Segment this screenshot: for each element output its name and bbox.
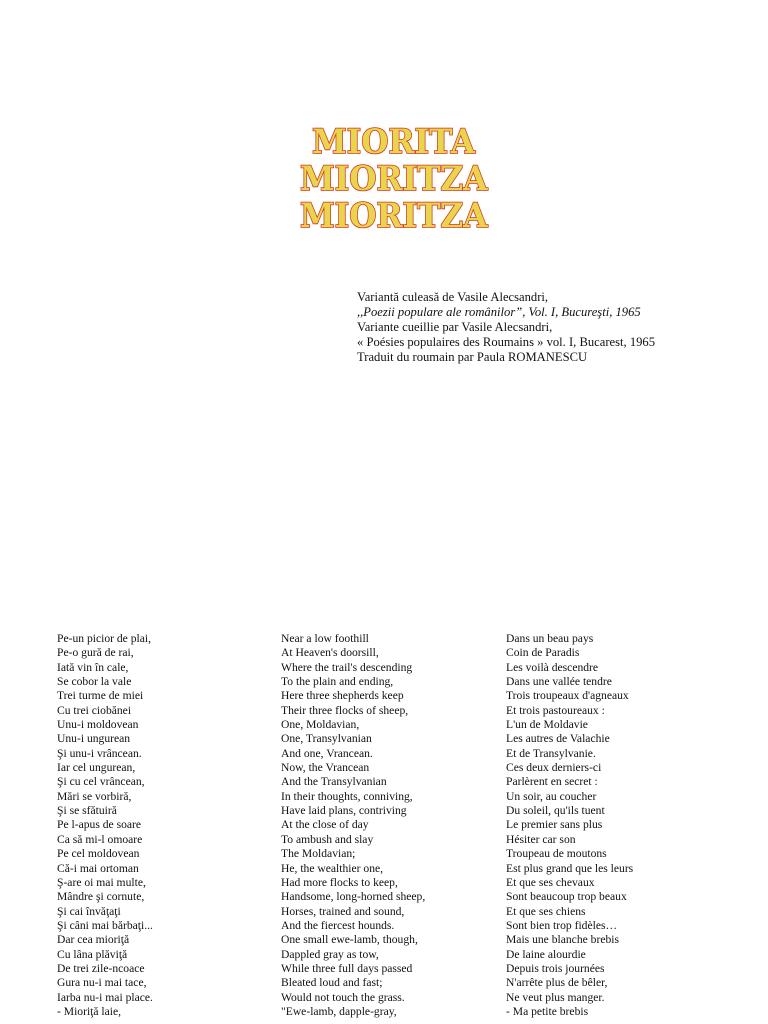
poem-line: Un soir, au coucher <box>506 789 597 803</box>
poem-line: Gura nu-i mai tace, <box>57 976 147 990</box>
poem-line: L'un de Moldavie <box>506 718 588 732</box>
poem-line: And the fiercest hounds. <box>281 918 395 932</box>
poem-line: At Heaven's doorsill, <box>281 646 379 660</box>
poem-line: Sont beaucoup trop beaux <box>506 890 627 904</box>
poem-line: Et que ses chevaux <box>506 875 595 889</box>
poem-column-english <box>281 632 425 1019</box>
source-line: Traduit du roumain par Paula ROMANESCU <box>357 350 588 364</box>
poem-line: Parlèrent en secret : <box>506 775 598 789</box>
poem-line: Şi cu cel vrâncean, <box>57 775 145 789</box>
poem-line: Sont bien trop fidèles… <box>506 918 618 932</box>
poem-line: N'arrête plus de bêler, <box>506 976 608 990</box>
poem-line: While three full days passed <box>281 961 413 975</box>
source-line: « Poésies populaires des Roumains » vol. I, Bucarest, 1965 <box>357 335 656 349</box>
title-french: MIORITZA <box>300 196 488 236</box>
poem-line: Du soleil, qu'ils tuent <box>506 804 605 818</box>
poem-line: Pe-un picior de plai, <box>57 632 152 645</box>
poem-line: Ces deux derniers-ci <box>506 761 602 775</box>
poem-line: Mais une blanche brebis <box>506 933 620 947</box>
poem-line: Near a low foothill <box>281 632 369 645</box>
poem-line: Ne veut plus manger. <box>506 990 605 1004</box>
poem-line: De laine alourdie <box>506 947 586 961</box>
title-romanian: MIORITA <box>312 122 475 162</box>
poem-line: - Mioriţă laie, <box>57 1004 122 1018</box>
source-line: Variante cueillie par Vasile Alecsandri, <box>357 320 553 334</box>
poem-line: Trois troupeaux d'agneaux <box>506 689 629 703</box>
source-line: Variantă culeasă de Vasile Alecsandri, <box>357 290 549 304</box>
poem-line: Dar cea mioriţă <box>57 933 130 947</box>
poem-line: "Ewe-lamb, dapple-gray, <box>281 1004 397 1018</box>
poem-line: In their thoughts, conniving, <box>281 789 413 803</box>
poem-line: Unu-i moldovean <box>57 718 139 732</box>
poem-line: Unu-i ungurean <box>57 732 131 746</box>
source-line-italic: ,,Poezii populare ale românilor”, Vol. I, Bucureşti, 1965 <box>357 305 641 319</box>
poem-line: - Ma petite brebis <box>506 1004 589 1018</box>
poem-line: Ca să mi-l omoare <box>57 832 143 846</box>
poem-line: Trei turme de miei <box>57 689 144 703</box>
poem-line: Iarba nu-i mai place. <box>57 990 153 1004</box>
poem-line: One, Transylvanian <box>281 732 372 746</box>
poem-line: Have laid plans, contriving <box>281 804 407 818</box>
poem-line: Le premier sans plus <box>506 818 603 832</box>
poem-line: To the plain and ending, <box>281 675 394 689</box>
poem-line: Les autres de Valachie <box>506 732 610 746</box>
poem-line: Coin de Paradis <box>506 646 580 660</box>
poem-line: Here three shepherds keep <box>281 689 404 703</box>
poem-line: Troupeau de moutons <box>506 847 607 861</box>
poem-line: Dans une vallée tendre <box>506 675 612 689</box>
poem-line: Their three flocks of sheep, <box>281 703 409 717</box>
poem-line: Şi unu-i vrâncean. <box>57 746 142 760</box>
poem-line: Hésiter car son <box>506 832 576 846</box>
poem-line: Had more flocks to keep, <box>281 875 398 889</box>
poem-line: Dans un beau pays <box>506 632 594 645</box>
poem-line: Şi câni mai bărbaţi... <box>57 918 153 932</box>
poem-column-french <box>506 632 633 1019</box>
poem-line: Cu lâna plăviţă <box>57 947 128 961</box>
poem-line: Pe cel moldovean <box>57 847 140 861</box>
poem-line: Bleated loud and fast; <box>281 976 383 990</box>
poem-line: One small ewe-lamb, though, <box>281 933 418 947</box>
poem-line: One, Moldavian, <box>281 718 360 732</box>
poem-line: Et de Transylvanie. <box>506 746 596 760</box>
poem-line: Mândre şi cornute, <box>57 890 145 904</box>
poem-line: Cu trei ciobănei <box>57 703 132 717</box>
poem-line: Would not touch the grass. <box>281 990 405 1004</box>
source-note <box>357 290 655 365</box>
poem-line: To ambush and slay <box>281 832 374 846</box>
poem-line: Iată vin în cale, <box>57 660 129 674</box>
poem-line: Et trois pastoureaux : <box>506 703 605 717</box>
poem-line: Et que ses chiens <box>506 904 586 918</box>
poem-line: Les voilà descendre <box>506 660 599 674</box>
title-english: MIORITZA <box>300 159 488 199</box>
poem-line: Horses, trained and sound, <box>281 904 405 918</box>
poem-line: Handsome, long-horned sheep, <box>281 890 426 904</box>
poem-column-romanian <box>57 632 153 1019</box>
poem-line: He, the wealthier one, <box>281 861 384 875</box>
poem-line: Mări se vorbiră, <box>57 789 132 803</box>
poem-line: Că-i mai ortoman <box>57 861 139 875</box>
poem-line: Pe l-apus de soare <box>57 818 142 832</box>
poem-line: De trei zile-ncoace <box>57 961 145 975</box>
poem-line: Pe-o gură de rai, <box>57 646 134 660</box>
poem-line: And one, Vrancean. <box>281 746 373 760</box>
poem-line: Depuis trois journées <box>506 961 605 975</box>
poem-line: Şi cai învăţaţi <box>57 904 121 918</box>
poem-line: Est plus grand que les leurs <box>506 861 634 875</box>
poem-line: The Moldavian; <box>281 847 356 861</box>
poem-line: Se cobor la vale <box>57 675 132 689</box>
poem-line: Şi se sfătuiră <box>57 804 117 818</box>
poem-line: Iar cel ungurean, <box>57 761 136 775</box>
poem-line: Dappled gray as tow, <box>281 947 379 961</box>
poem-line: Now, the Vrancean <box>281 761 370 775</box>
title-block <box>300 122 504 236</box>
poem-line: Ş-are oi mai multe, <box>57 875 146 889</box>
poem-line: Where the trail's descending <box>281 660 413 674</box>
poem-line: At the close of day <box>281 818 369 832</box>
poem-line: And the Transylvanian <box>281 775 387 789</box>
